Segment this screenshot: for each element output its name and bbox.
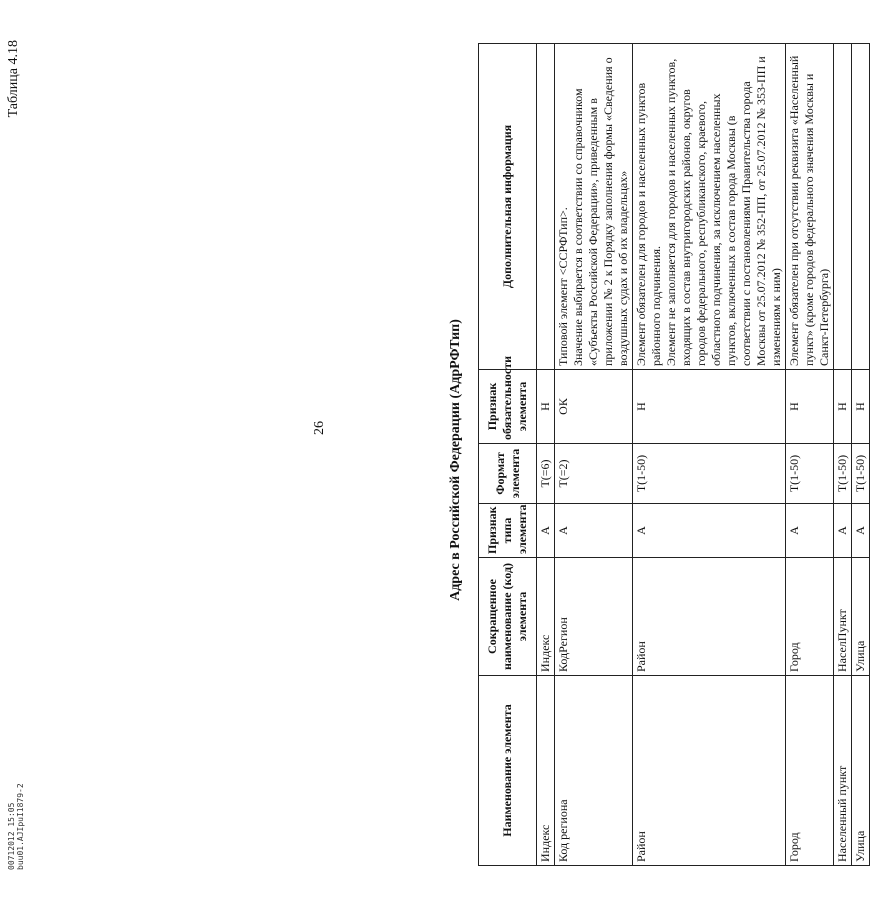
cell-code: Улица	[852, 558, 870, 676]
cell-required: Н	[537, 370, 555, 444]
cell-type: А	[852, 504, 870, 558]
table-row	[555, 44, 633, 866]
column-header: Признак типа элемента	[479, 504, 537, 558]
cell-code: НаселПункт	[834, 558, 852, 676]
cell-type: А	[834, 504, 852, 558]
cell-required: Н	[633, 370, 786, 444]
cell-type: А	[555, 504, 633, 558]
column-header: Сокращенное наименование (код) элемента	[479, 558, 537, 676]
cell-name: Индекс	[537, 676, 555, 866]
cell-required: Н	[786, 370, 834, 444]
cell-format: T(1-50)	[834, 444, 852, 504]
element-spec-table	[478, 43, 870, 866]
rotated-sheet	[0, 40, 867, 880]
page-number: 26	[312, 421, 327, 435]
cell-name: Район	[633, 676, 786, 866]
table-row	[834, 44, 852, 866]
cell-type: А	[633, 504, 786, 558]
cell-name: Код региона	[555, 676, 633, 866]
table-header-row	[479, 44, 537, 866]
column-header: Признак обязательности элемента	[479, 370, 537, 444]
column-header: Формат элемента	[479, 444, 537, 504]
cell-code: Район	[633, 558, 786, 676]
cell-format: T(=6)	[537, 444, 555, 504]
cell-format: T(1-50)	[633, 444, 786, 504]
cell-name: Город	[786, 676, 834, 866]
column-header: Дополнительная информация	[479, 44, 537, 370]
table-row	[537, 44, 555, 866]
cell-info	[852, 44, 870, 370]
cell-info: Элемент обязателен для городов и населенных пунктов районного подчинения. Элемент не заполняется для городов и населенных пунктов, входящих в состав внутригородских районов, округов городов федерального, республиканского, краевого, областного подчинения, за исключением населенных пунктов, включенных в состав города Москвы (в соответствии с постановлениями Правительства города Москвы от 25.07.2012 № 352-ПП, от 25.07.2012 № 353-ПП и изменениям к ним)	[633, 44, 786, 370]
cell-info: Элемент обязателен при отсутствии реквизита «Населенный пункт» (кроме городов федерального значения Москвы и Санкт-Петербурга)	[786, 44, 834, 370]
cell-required: Н	[852, 370, 870, 444]
cell-format: T(1-50)	[786, 444, 834, 504]
column-header: Наименование элемента	[479, 676, 537, 866]
cell-name: Населенный пункт	[834, 676, 852, 866]
cell-info: Типовой элемент <ССРФТип>. Значение выбирается в соответствии со справочником «Субъекты Российской Федерации», приведенным в приложении № 2 к Порядку заполнения формы «Сведения о воздушных судах и об их владельцах»	[555, 44, 633, 370]
cell-info	[834, 44, 852, 370]
cell-format: T(1-50)	[852, 444, 870, 504]
cell-name: Улица	[852, 676, 870, 866]
cell-code: Город	[786, 558, 834, 676]
table-row	[852, 44, 870, 866]
cell-required: Н	[834, 370, 852, 444]
cell-type: А	[786, 504, 834, 558]
table-number: Таблица 4.18	[6, 40, 21, 118]
cell-code: Индекс	[537, 558, 555, 676]
cell-type: А	[537, 504, 555, 558]
cell-info	[537, 44, 555, 370]
table-row	[633, 44, 786, 866]
cell-format: T(=2)	[555, 444, 633, 504]
cell-required: ОК	[555, 370, 633, 444]
print-stamp: 00712012 15:05 buu01.AJIpuI1879-2	[7, 783, 25, 870]
table-row	[786, 44, 834, 866]
cell-code: КодРегион	[555, 558, 633, 676]
table-title: Адрес в Российской Федерации (АдрРФТип)	[448, 319, 463, 601]
